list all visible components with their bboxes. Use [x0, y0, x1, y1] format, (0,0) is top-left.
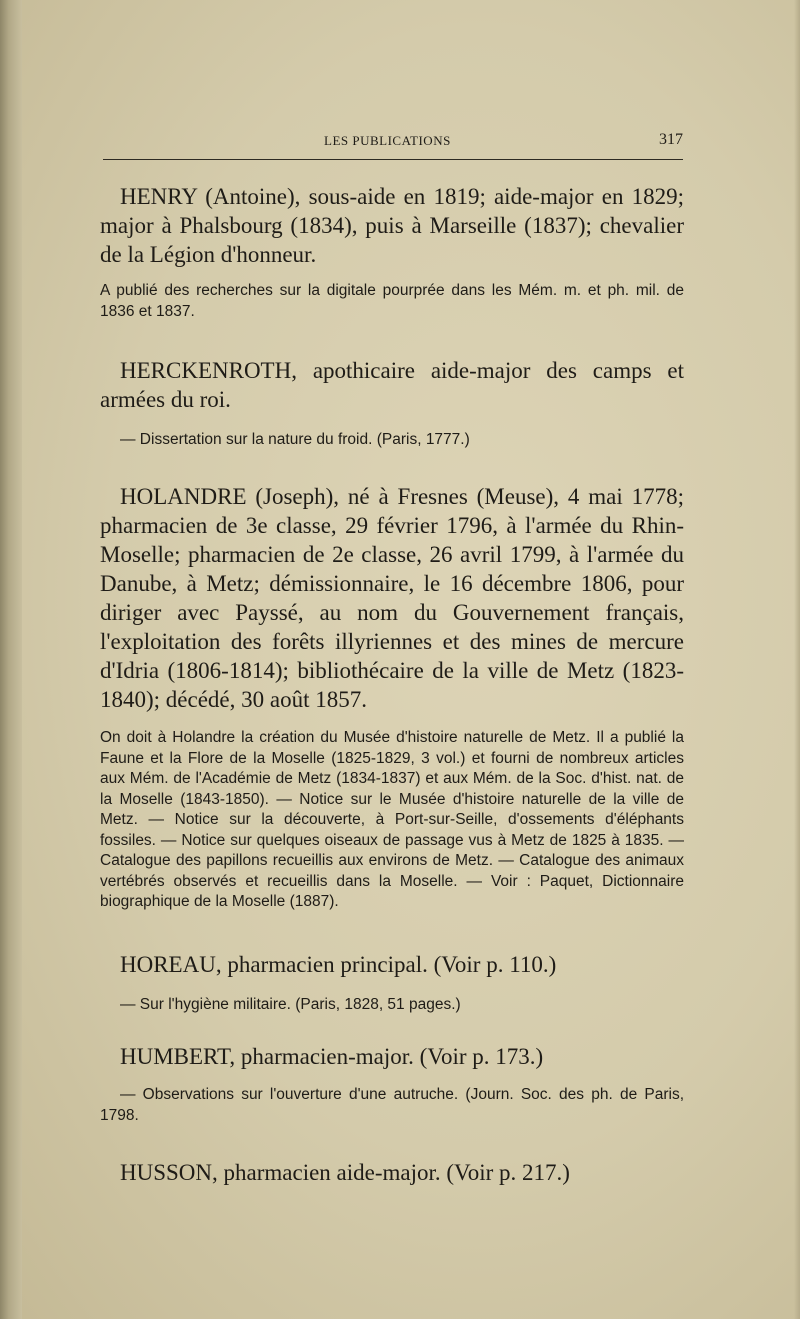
page-header [102, 133, 683, 155]
entry-henry-heading: HENRY (Antoine), sous-aide en 1819; aide-major en 1829; major à Phalsbourg (1834), puis à Marseille (1837); chevalier de la Légion d'honneur. [100, 184, 684, 267]
entry-herckenroth [100, 356, 684, 451]
entry-holandre-note: On doit à Holandre la création du Musée d'histoire naturelle de Metz. Il a publié la Faune et la Flore de la Moselle (1825-1829, 3 vol.) et fourni de nombreux articles aux Mém. de l'Académie de Metz (1834-1837) et aux Mém. de la Soc. d'hist. nat. de la Moselle (1843-1850). — Notice sur le Musée d'histoire naturelle de la ville de Metz. — Notice sur la découverte, à Port-sur-Seille, d'ossements d'éléphants fossiles. — Notice sur quelques oiseaux de passage vus à Metz de 1825 à 1835. — Catalogue des papillons recueillis aux environs de Metz. — Catalogue des animaux vertébrés observés et recueillis dans la Moselle. — Voir : Paquet, Dictionnaire biographique de la Moselle (1887). [100, 729, 684, 910]
entry-horeau-heading: HOREAU, pharmacien principal. (Voir p. 110.) [120, 952, 557, 977]
entry-humbert-heading: HUMBERT, pharmacien-major. (Voir p. 173.) [120, 1044, 544, 1069]
entry-humbert-note: — Observations sur l'ouverture d'une autruche. (Journ. Soc. des ph. de Paris, 1798. [100, 1086, 684, 1124]
entry-holandre [100, 482, 684, 913]
entry-horeau [100, 950, 684, 1016]
page-gutter-shadow [0, 0, 22, 1319]
entry-holandre-heading: HOLANDRE (Joseph), né à Fresnes (Meuse), 4 mai 1778; pharmacien de 3e classe, 29 février 1796, à l'armée du Rhin-Moselle; pharmacien de 2e classe, 26 avril 1799, à l'armée du Danube, à Metz; démissionnaire, le 16 décembre 1806, pour diriger avec Payssé, au nom du Gouvernement français, l'exploitation des forêts illyriennes et des mines de mercure d'Idria (1806-1814); bibliothécaire de la ville de Metz (1823-1840); décédé, 30 août 1857. [100, 484, 684, 712]
entry-husson [100, 1158, 684, 1187]
header-rule [103, 159, 683, 160]
entry-horeau-note: — Sur l'hygiène militaire. (Paris, 1828, 51 pages.) [120, 996, 461, 1013]
page-number: 317 [659, 131, 683, 148]
page-edge [794, 0, 800, 1319]
running-head: LES PUBLICATIONS [324, 133, 451, 148]
entry-herckenroth-heading: HERCKENROTH, apothicaire aide-major des camps et armées du roi. [100, 358, 684, 412]
entry-henry [100, 182, 684, 322]
entry-humbert [100, 1042, 684, 1126]
entry-husson-heading: HUSSON, pharmacien aide-major. (Voir p. 217.) [120, 1160, 570, 1185]
entry-herckenroth-note: — Dissertation sur la nature du froid. (Paris, 1777.) [120, 431, 470, 448]
entry-henry-note: A publié des recherches sur la digitale pourprée dans les Mém. m. et ph. mil. de 1836 et 1837. [100, 282, 684, 320]
